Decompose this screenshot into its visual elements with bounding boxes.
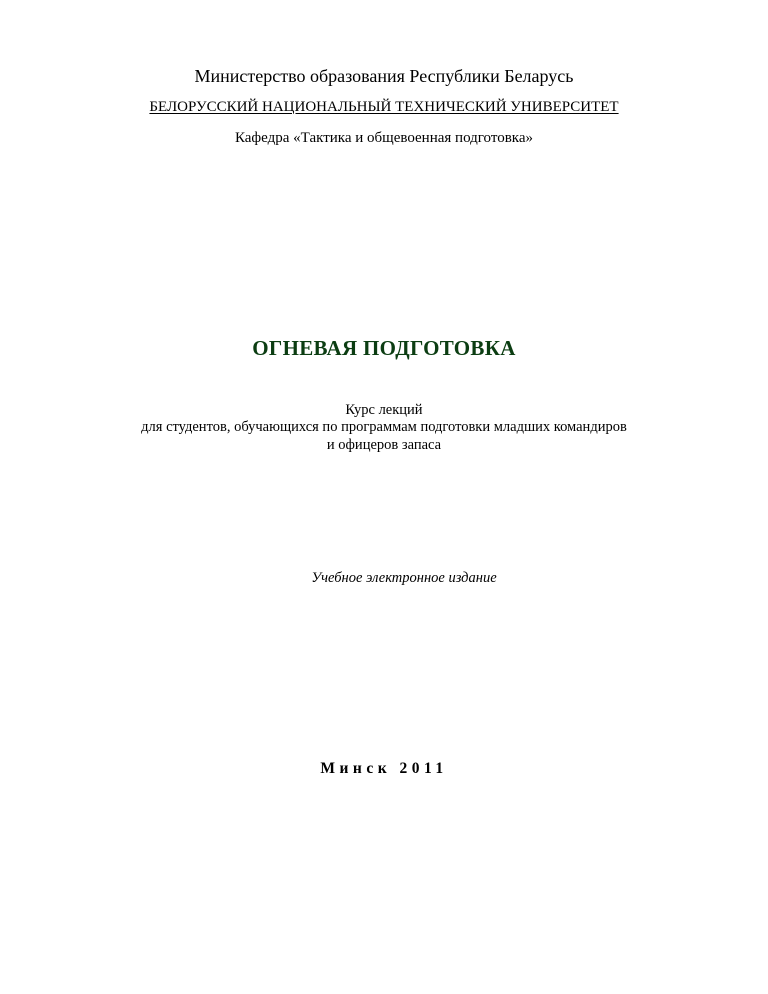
ministry-name: Министерство образования Республики Беларусь: [194, 66, 574, 86]
document-title: ОГНЕВАЯ ПОДГОТОВКА: [252, 336, 516, 360]
city-year: Минск 2011: [320, 760, 448, 777]
university-name: БЕЛОРУССКИЙ НАЦИОНАЛЬНЫЙ ТЕХНИЧЕСКИЙ УНИВЕРСИТЕТ: [149, 99, 619, 115]
department-name: Кафедра «Тактика и общевоенная подготовка»: [234, 130, 534, 146]
audience-line-1: для студентов, обучающихся по программам подготовки младших командиров: [141, 419, 627, 435]
audience-line-2: и офицеров запаса: [326, 437, 442, 453]
edition-type: Учебное электронное издание: [311, 570, 497, 586]
course-type: Курс лекций: [345, 402, 423, 418]
